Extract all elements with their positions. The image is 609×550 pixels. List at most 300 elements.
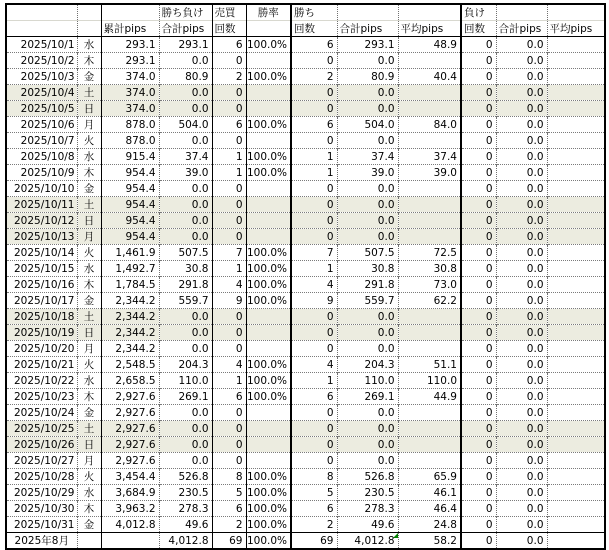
cell-trade-count[interactable]: 6	[212, 501, 246, 517]
cell-lose-count[interactable]: 0	[461, 485, 496, 501]
cell-lose-avg-pips[interactable]	[547, 469, 605, 485]
cell-cum-pips[interactable]: 1,461.9	[101, 245, 159, 261]
cell-lose-count[interactable]: 0	[461, 389, 496, 405]
cell-win-count[interactable]: 9	[291, 293, 337, 309]
cell-lose-total-pips[interactable]: 0.0	[496, 245, 547, 261]
cell-win-total-pips[interactable]: 507.5	[337, 245, 398, 261]
cell-date[interactable]: 2025/10/22	[6, 373, 77, 389]
cell-lose-avg-pips[interactable]	[547, 117, 605, 133]
cell-lose-avg-pips[interactable]	[547, 261, 605, 277]
cell-lose-total-pips[interactable]: 0.0	[496, 405, 547, 421]
cell-date[interactable]: 2025/10/5	[6, 101, 77, 117]
cell-win-avg-pips[interactable]: 37.4	[398, 149, 461, 165]
cell-date[interactable]: 2025/10/17	[6, 293, 77, 309]
cell-lose-count[interactable]: 0	[461, 325, 496, 341]
cell-win-count[interactable]: 1	[291, 373, 337, 389]
cell-trade-count[interactable]: 6	[212, 117, 246, 133]
cell-win-avg-pips[interactable]: 46.1	[398, 485, 461, 501]
cell-lose-count[interactable]: 0	[461, 245, 496, 261]
cell-cum-pips[interactable]: 2,344.2	[101, 325, 159, 341]
cell-cum-pips[interactable]: 1,492.7	[101, 261, 159, 277]
cell-cum-pips[interactable]: 2,344.2	[101, 309, 159, 325]
cell-lose-total-pips[interactable]: 0.0	[496, 181, 547, 197]
cell-trade-count[interactable]: 0	[212, 85, 246, 101]
cell-win-total-pips[interactable]: 30.8	[337, 261, 398, 277]
cell-lose-count[interactable]: 0	[461, 277, 496, 293]
cell-cum-pips[interactable]: 374.0	[101, 69, 159, 85]
cell-winloss-total-pips[interactable]: 30.8	[159, 261, 212, 277]
cell-winloss-total-pips[interactable]: 0.0	[159, 309, 212, 325]
cell-win-avg-pips[interactable]	[398, 437, 461, 453]
cell-date[interactable]: 2025/10/26	[6, 437, 77, 453]
cell-lose-total-pips[interactable]: 0.0	[496, 501, 547, 517]
cell-lose-total-pips[interactable]: 0.0	[496, 357, 547, 373]
cell-date[interactable]: 2025/10/14	[6, 245, 77, 261]
cell-trade-count[interactable]: 0	[212, 453, 246, 469]
cell-win-total-pips[interactable]: 204.3	[337, 357, 398, 373]
cell-win-avg-pips[interactable]: 72.5	[398, 245, 461, 261]
total-lose-count[interactable]: 0	[461, 533, 496, 550]
cell-win-total-pips[interactable]: 0.0	[337, 133, 398, 149]
cell-lose-total-pips[interactable]: 0.0	[496, 133, 547, 149]
cell-win-total-pips[interactable]: 0.0	[337, 437, 398, 453]
cell-lose-avg-pips[interactable]	[547, 293, 605, 309]
cell-date[interactable]: 2025/10/1	[20, 38, 75, 51]
cell-win-rate[interactable]: 100.0%	[246, 389, 291, 405]
cell-win-count[interactable]: 0	[291, 437, 337, 453]
cell-win-count[interactable]: 2	[291, 69, 337, 85]
total-date[interactable]: 2025年8月	[6, 533, 77, 550]
cell-win-rate[interactable]: 100.0%	[246, 245, 291, 261]
cell-win-avg-pips[interactable]: 39.0	[398, 165, 461, 181]
cell-win-total-pips[interactable]: 49.6	[337, 517, 398, 533]
cell-date[interactable]: 2025/10/8	[6, 149, 77, 165]
cell-trade-count[interactable]: 0	[212, 437, 246, 453]
cell-win-count[interactable]: 2	[291, 517, 337, 533]
cell-win-count[interactable]: 0	[291, 133, 337, 149]
cell-weekday[interactable]: 火	[77, 357, 101, 373]
cell-winloss-total-pips[interactable]: 0.0	[159, 53, 212, 69]
cell-lose-count[interactable]: 0	[461, 101, 496, 117]
cell-win-avg-pips[interactable]: 24.8	[398, 517, 461, 533]
cell-weekday[interactable]: 木	[77, 389, 101, 405]
cell-weekday[interactable]: 日	[77, 101, 101, 117]
cell-winloss-total-pips[interactable]: 0.0	[159, 101, 212, 117]
cell-date[interactable]: 2025/10/27	[6, 453, 77, 469]
cell-date[interactable]: 2025/10/30	[6, 501, 77, 517]
cell-lose-count[interactable]: 0	[461, 229, 496, 245]
cell-win-count[interactable]: 0	[291, 405, 337, 421]
cell-trade-count[interactable]: 5	[212, 485, 246, 501]
cell-date[interactable]: 2025/10/20	[6, 341, 77, 357]
cell-lose-total-pips[interactable]: 0.0	[496, 229, 547, 245]
cell-date[interactable]: 2025/10/24	[6, 405, 77, 421]
cell-winloss-total-pips[interactable]: 0.0	[159, 85, 212, 101]
cell-cum-pips[interactable]: 2,927.6	[101, 389, 159, 405]
cell-cum-pips[interactable]: 878.0	[101, 117, 159, 133]
cell-win-rate[interactable]	[246, 85, 291, 101]
cell-lose-count[interactable]: 0	[461, 373, 496, 389]
cell-lose-avg-pips[interactable]	[547, 341, 605, 357]
cell-weekday[interactable]: 木	[77, 501, 101, 517]
cell-lose-total-pips[interactable]: 0.0	[496, 37, 547, 53]
cell-date[interactable]: 2025/10/6	[6, 117, 77, 133]
cell-lose-avg-pips[interactable]	[547, 181, 605, 197]
cell-weekday[interactable]: 土	[77, 309, 101, 325]
cell-lose-total-pips[interactable]: 0.0	[496, 293, 547, 309]
cell-winloss-total-pips[interactable]: 0.0	[159, 229, 212, 245]
cell-weekday[interactable]: 火	[77, 133, 101, 149]
cell-cum-pips[interactable]: 4,012.8	[101, 517, 159, 533]
cell-win-total-pips[interactable]: 504.0	[337, 117, 398, 133]
cell-trade-count[interactable]: 2	[212, 517, 246, 533]
cell-date[interactable]: 2025/10/10	[6, 181, 77, 197]
cell-cum-pips[interactable]: 293.1	[101, 37, 159, 53]
cell-weekday[interactable]: 土	[77, 421, 101, 437]
cell-winloss-total-pips[interactable]: 110.0	[159, 373, 212, 389]
cell-lose-total-pips[interactable]: 0.0	[496, 213, 547, 229]
cell-date[interactable]: 2025/10/23	[6, 389, 77, 405]
cell-cum-pips[interactable]: 2,658.5	[101, 373, 159, 389]
cell-cum-pips[interactable]: 915.4	[101, 149, 159, 165]
cell-win-total-pips[interactable]: 0.0	[337, 181, 398, 197]
total-win-count[interactable]: 69	[291, 533, 337, 550]
cell-weekday[interactable]: 水	[77, 149, 101, 165]
cell-weekday[interactable]: 水	[77, 37, 101, 53]
cell-win-total-pips[interactable]: 0.0	[337, 405, 398, 421]
cell-lose-count[interactable]: 0	[461, 37, 496, 53]
cell-cum-pips[interactable]: 2,927.6	[101, 421, 159, 437]
cell-cum-pips[interactable]: 2,927.6	[101, 437, 159, 453]
cell-win-count[interactable]: 0	[291, 229, 337, 245]
cell-win-total-pips[interactable]: 291.8	[337, 277, 398, 293]
cell-trade-count[interactable]: 6	[212, 389, 246, 405]
cell-date[interactable]: 2025/10/11	[6, 197, 77, 213]
cell-win-rate[interactable]	[246, 341, 291, 357]
cell-win-count[interactable]: 6	[291, 389, 337, 405]
cell-winloss-total-pips[interactable]: 0.0	[159, 437, 212, 453]
cell-cum-pips[interactable]: 954.4	[101, 197, 159, 213]
cell-weekday[interactable]: 金	[77, 405, 101, 421]
cell-weekday[interactable]: 水	[77, 261, 101, 277]
cell-lose-avg-pips[interactable]	[547, 405, 605, 421]
cell-cum-pips[interactable]: 2,927.6	[101, 405, 159, 421]
cell-win-avg-pips[interactable]	[398, 229, 461, 245]
cell-lose-avg-pips[interactable]	[547, 149, 605, 165]
cell-trade-count[interactable]: 0	[212, 213, 246, 229]
cell-weekday[interactable]: 火	[77, 245, 101, 261]
cell-winloss-total-pips[interactable]: 0.0	[159, 181, 212, 197]
cell-trade-count[interactable]: 8	[212, 469, 246, 485]
cell-trade-count[interactable]: 0	[212, 133, 246, 149]
cell-win-rate[interactable]: 100.0%	[246, 69, 291, 85]
cell-cum-pips[interactable]: 374.0	[101, 85, 159, 101]
cell-lose-avg-pips[interactable]	[547, 373, 605, 389]
cell-win-count[interactable]: 0	[291, 181, 337, 197]
cell-win-avg-pips[interactable]: 65.9	[398, 469, 461, 485]
cell-win-avg-pips[interactable]	[398, 85, 461, 101]
cell-win-count[interactable]: 4	[291, 357, 337, 373]
cell-win-avg-pips[interactable]: 84.0	[398, 117, 461, 133]
cell-win-rate[interactable]: 100.0%	[246, 117, 291, 133]
cell-lose-count[interactable]: 0	[461, 85, 496, 101]
cell-weekday[interactable]: 火	[77, 469, 101, 485]
cell-cum-pips[interactable]: 954.4	[101, 229, 159, 245]
total-cum-pips[interactable]	[101, 533, 159, 550]
cell-win-avg-pips[interactable]: 48.9	[398, 37, 461, 53]
cell-lose-avg-pips[interactable]	[547, 69, 605, 85]
cell-lose-avg-pips[interactable]	[547, 453, 605, 469]
cell-win-total-pips[interactable]: 278.3	[337, 501, 398, 517]
cell-lose-avg-pips[interactable]	[547, 197, 605, 213]
cell-weekday[interactable]: 日	[77, 325, 101, 341]
cell-lose-count[interactable]: 0	[461, 149, 496, 165]
cell-win-avg-pips[interactable]	[398, 421, 461, 437]
cell-weekday[interactable]: 月	[77, 117, 101, 133]
cell-win-count[interactable]: 1	[291, 165, 337, 181]
cell-lose-avg-pips[interactable]	[547, 53, 605, 69]
total-win-avg-pips[interactable]: 58.2	[398, 533, 461, 550]
cell-win-rate[interactable]: 100.0%	[246, 501, 291, 517]
cell-lose-count[interactable]: 0	[461, 213, 496, 229]
cell-win-avg-pips[interactable]	[398, 213, 461, 229]
cell-lose-count[interactable]: 0	[461, 293, 496, 309]
cell-win-total-pips[interactable]: 526.8	[337, 469, 398, 485]
total-win-rate[interactable]: 100.0%	[246, 533, 291, 550]
cell-trade-count[interactable]: 7	[212, 245, 246, 261]
cell-win-total-pips[interactable]: 559.7	[337, 293, 398, 309]
cell-win-rate[interactable]: 100.0%	[246, 261, 291, 277]
cell-trade-count[interactable]: 4	[212, 357, 246, 373]
cell-win-count[interactable]: 6	[291, 501, 337, 517]
cell-win-rate[interactable]	[246, 453, 291, 469]
cell-lose-total-pips[interactable]: 0.0	[496, 277, 547, 293]
cell-lose-count[interactable]: 0	[461, 309, 496, 325]
cell-winloss-total-pips[interactable]: 0.0	[159, 213, 212, 229]
cell-date[interactable]: 2025/10/12	[6, 213, 77, 229]
cell-win-avg-pips[interactable]: 40.4	[398, 69, 461, 85]
cell-cum-pips[interactable]: 293.1	[101, 53, 159, 69]
cell-win-count[interactable]: 0	[291, 197, 337, 213]
cell-trade-count[interactable]: 0	[212, 197, 246, 213]
cell-lose-avg-pips[interactable]	[547, 213, 605, 229]
cell-trade-count[interactable]: 9	[212, 293, 246, 309]
cell-win-total-pips[interactable]: 0.0	[337, 101, 398, 117]
cell-date[interactable]: 2025/10/28	[6, 469, 77, 485]
cell-win-rate[interactable]: 100.0%	[246, 517, 291, 533]
cell-date[interactable]: 2025/10/25	[6, 421, 77, 437]
cell-lose-total-pips[interactable]: 0.0	[496, 261, 547, 277]
cell-lose-total-pips[interactable]: 0.0	[496, 485, 547, 501]
cell-lose-avg-pips[interactable]	[547, 325, 605, 341]
cell-lose-avg-pips[interactable]	[547, 437, 605, 453]
cell-trade-count[interactable]: 4	[212, 277, 246, 293]
cell-win-count[interactable]: 8	[291, 469, 337, 485]
cell-win-total-pips[interactable]: 0.0	[337, 85, 398, 101]
cell-lose-total-pips[interactable]: 0.0	[496, 165, 547, 181]
cell-win-total-pips[interactable]: 230.5	[337, 485, 398, 501]
cell-winloss-total-pips[interactable]: 293.1	[159, 37, 212, 53]
cell-win-total-pips[interactable]: 110.0	[337, 373, 398, 389]
cell-win-count[interactable]: 0	[291, 341, 337, 357]
cell-lose-total-pips[interactable]: 0.0	[496, 101, 547, 117]
cell-trade-count[interactable]: 0	[212, 229, 246, 245]
cell-winloss-total-pips[interactable]: 559.7	[159, 293, 212, 309]
cell-lose-avg-pips[interactable]	[547, 277, 605, 293]
cell-winloss-total-pips[interactable]: 0.0	[159, 453, 212, 469]
cell-trade-count[interactable]: 0	[212, 405, 246, 421]
cell-weekday[interactable]: 水	[77, 373, 101, 389]
cell-trade-count[interactable]: 0	[212, 53, 246, 69]
cell-lose-avg-pips[interactable]	[547, 357, 605, 373]
cell-win-rate[interactable]	[246, 197, 291, 213]
cell-lose-total-pips[interactable]: 0.0	[496, 325, 547, 341]
cell-win-count[interactable]: 0	[291, 453, 337, 469]
cell-win-count[interactable]: 0	[291, 421, 337, 437]
cell-trade-count[interactable]: 0	[212, 101, 246, 117]
cell-lose-count[interactable]: 0	[461, 133, 496, 149]
cell-trade-count[interactable]: 0	[212, 181, 246, 197]
cell-weekday[interactable]: 日	[77, 437, 101, 453]
cell-weekday[interactable]: 木	[77, 277, 101, 293]
cell-weekday[interactable]: 金	[77, 181, 101, 197]
cell-lose-avg-pips[interactable]	[547, 517, 605, 533]
cell-win-rate[interactable]	[246, 309, 291, 325]
cell-win-rate[interactable]	[246, 213, 291, 229]
cell-lose-count[interactable]: 0	[461, 469, 496, 485]
cell-weekday[interactable]: 日	[77, 213, 101, 229]
cell-win-count[interactable]: 0	[291, 53, 337, 69]
cell-win-rate[interactable]: 100.0%	[246, 357, 291, 373]
cell-date[interactable]: 2025/10/9	[6, 165, 77, 181]
cell-win-avg-pips[interactable]: 110.0	[398, 373, 461, 389]
cell-weekday[interactable]: 金	[77, 69, 101, 85]
cell-cum-pips[interactable]: 878.0	[101, 133, 159, 149]
cell-lose-avg-pips[interactable]	[547, 85, 605, 101]
cell-win-avg-pips[interactable]: 51.1	[398, 357, 461, 373]
total-lose-avg-pips[interactable]	[547, 533, 605, 550]
cell-win-rate[interactable]: 100.0%	[246, 149, 291, 165]
cell-win-total-pips[interactable]: 80.9	[337, 69, 398, 85]
cell-lose-total-pips[interactable]: 0.0	[496, 117, 547, 133]
cell-trade-count[interactable]: 0	[212, 325, 246, 341]
cell-lose-avg-pips[interactable]	[547, 501, 605, 517]
cell-lose-total-pips[interactable]: 0.0	[496, 197, 547, 213]
cell-trade-count[interactable]: 0	[212, 341, 246, 357]
cell-lose-total-pips[interactable]: 0.0	[496, 373, 547, 389]
total-lose-total-pips[interactable]: 0.0	[496, 533, 547, 550]
cell-win-count[interactable]: 5	[291, 485, 337, 501]
cell-lose-total-pips[interactable]: 0.0	[496, 469, 547, 485]
cell-lose-total-pips[interactable]: 0.0	[496, 437, 547, 453]
cell-win-avg-pips[interactable]	[398, 309, 461, 325]
cell-win-total-pips[interactable]: 0.0	[337, 53, 398, 69]
cell-trade-count[interactable]: 2	[212, 69, 246, 85]
cell-win-rate[interactable]: 100.0%	[246, 277, 291, 293]
cell-cum-pips[interactable]: 374.0	[101, 101, 159, 117]
cell-lose-total-pips[interactable]: 0.0	[496, 149, 547, 165]
cell-win-avg-pips[interactable]: 44.9	[398, 389, 461, 405]
cell-cum-pips[interactable]: 2,344.2	[101, 293, 159, 309]
cell-win-total-pips[interactable]: 39.0	[337, 165, 398, 181]
cell-weekday[interactable]: 土	[77, 85, 101, 101]
cell-win-total-pips[interactable]: 0.0	[337, 341, 398, 357]
cell-win-total-pips[interactable]: 37.4	[337, 149, 398, 165]
cell-lose-avg-pips[interactable]	[547, 133, 605, 149]
cell-winloss-total-pips[interactable]: 39.0	[159, 165, 212, 181]
cell-win-total-pips[interactable]: 0.0	[337, 325, 398, 341]
cell-lose-count[interactable]: 0	[461, 261, 496, 277]
cell-win-total-pips[interactable]: 0.0	[337, 421, 398, 437]
cell-weekday[interactable]: 木	[77, 53, 101, 69]
cell-lose-count[interactable]: 0	[461, 405, 496, 421]
cell-lose-avg-pips[interactable]	[547, 165, 605, 181]
cell-win-count[interactable]: 0	[291, 213, 337, 229]
cell-lose-avg-pips[interactable]	[547, 229, 605, 245]
cell-lose-avg-pips[interactable]	[547, 389, 605, 405]
cell-date[interactable]: 2025/10/16	[6, 277, 77, 293]
cell-lose-total-pips[interactable]: 0.0	[496, 69, 547, 85]
cell-win-avg-pips[interactable]: 46.4	[398, 501, 461, 517]
cell-win-avg-pips[interactable]	[398, 181, 461, 197]
cell-lose-avg-pips[interactable]	[547, 245, 605, 261]
cell-date[interactable]: 2025/10/18	[6, 309, 77, 325]
cell-win-total-pips[interactable]: 0.0	[337, 197, 398, 213]
cell-win-count[interactable]: 0	[291, 309, 337, 325]
cell-lose-count[interactable]: 0	[461, 341, 496, 357]
cell-lose-count[interactable]: 0	[461, 117, 496, 133]
cell-date[interactable]: 2025/10/13	[6, 229, 77, 245]
cell-winloss-total-pips[interactable]: 504.0	[159, 117, 212, 133]
cell-win-rate[interactable]	[246, 133, 291, 149]
cell-lose-count[interactable]: 0	[461, 181, 496, 197]
cell-win-total-pips[interactable]: 293.1	[337, 37, 398, 53]
cell-lose-avg-pips[interactable]	[547, 37, 605, 53]
cell-lose-total-pips[interactable]: 0.0	[496, 309, 547, 325]
cell-date[interactable]: 2025/10/4	[6, 85, 77, 101]
cell-winloss-total-pips[interactable]: 269.1	[159, 389, 212, 405]
cell-win-total-pips[interactable]: 0.0	[337, 453, 398, 469]
cell-win-rate[interactable]	[246, 229, 291, 245]
cell-win-count[interactable]: 1	[291, 149, 337, 165]
cell-lose-total-pips[interactable]: 0.0	[496, 53, 547, 69]
cell-winloss-total-pips[interactable]: 278.3	[159, 501, 212, 517]
cell-winloss-total-pips[interactable]: 526.8	[159, 469, 212, 485]
cell-win-total-pips[interactable]: 0.0	[337, 309, 398, 325]
cell-win-avg-pips[interactable]: 62.2	[398, 293, 461, 309]
cell-win-total-pips[interactable]: 0.0	[337, 229, 398, 245]
cell-lose-count[interactable]: 0	[461, 197, 496, 213]
cell-winloss-total-pips[interactable]: 0.0	[159, 133, 212, 149]
cell-trade-count[interactable]: 1	[212, 261, 246, 277]
cell-cum-pips[interactable]: 954.4	[101, 181, 159, 197]
cell-date[interactable]: 2025/10/7	[6, 133, 77, 149]
cell-win-count[interactable]: 6	[291, 37, 337, 53]
cell-win-avg-pips[interactable]	[398, 341, 461, 357]
cell-weekday[interactable]: 金	[77, 517, 101, 533]
cell-lose-total-pips[interactable]: 0.0	[496, 389, 547, 405]
cell-win-avg-pips[interactable]	[398, 405, 461, 421]
cell-lose-avg-pips[interactable]	[547, 101, 605, 117]
cell-trade-count[interactable]: 1	[212, 149, 246, 165]
cell-win-avg-pips[interactable]	[398, 453, 461, 469]
cell-weekday[interactable]: 土	[77, 197, 101, 213]
cell-win-total-pips[interactable]: 269.1	[337, 389, 398, 405]
cell-trade-count[interactable]: 1	[212, 165, 246, 181]
cell-winloss-total-pips[interactable]: 49.6	[159, 517, 212, 533]
cell-win-rate[interactable]: 100.0%	[246, 37, 291, 53]
cell-winloss-total-pips[interactable]: 80.9	[159, 69, 212, 85]
